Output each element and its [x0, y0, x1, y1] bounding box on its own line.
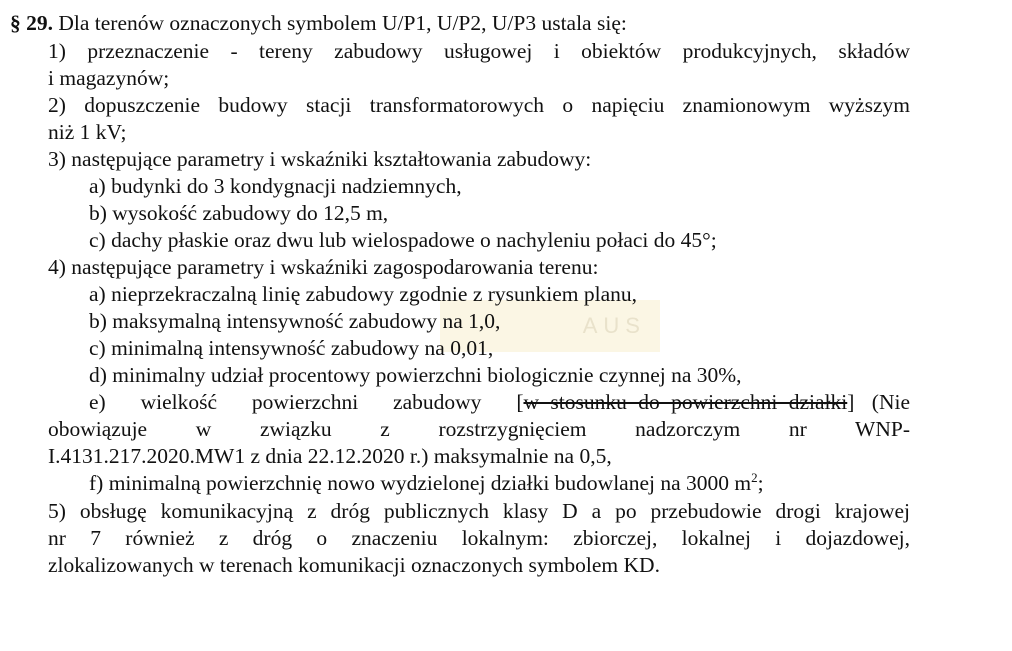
item-4e-prefix: e) wielkość powierzchni zabudowy [ [89, 390, 524, 414]
item-4e-line-2: obowiązuje w związku z rozstrzygnięciem nadzorczym nr WNP- [48, 417, 910, 441]
item-4e-line-1 [89, 389, 910, 416]
item-4f-superscript: 2 [751, 469, 758, 485]
item-4b: b) maksymalną intensywność zabudowy na 1,0, [89, 309, 501, 333]
item-3b: b) wysokość zabudowy do 12,5 m, [89, 201, 389, 225]
item-3: 3) następujące parametry i wskaźniki kształtowania zabudowy: [48, 147, 592, 171]
item-3a: a) budynki do 3 kondygnacji nadziemnych, [89, 174, 462, 198]
item-4d: d) minimalny udział procentowy powierzchni biologicznie czynnej na 30%, [89, 363, 742, 387]
item-2-line-1: 2) dopuszczenie budowy stacji transformatorowych o napięciu znamionowym wyższym [48, 93, 910, 117]
item-4f-end: ; [757, 471, 764, 495]
item-4f [89, 470, 764, 497]
item-3c: c) dachy płaskie oraz dwu lub wielospadowe o nachyleniu połaci do 45°; [89, 228, 717, 252]
item-5-line-3: zlokalizowanych w terenach komunikacji oznaczonych symbolem KD. [48, 553, 660, 577]
item-4e-struck-text: w stosunku do powierzchni działki [523, 390, 848, 414]
section-number: § 29. [10, 11, 53, 35]
item-2-line-2: niż 1 kV; [48, 120, 127, 144]
item-4e-line-3: I.4131.217.2020.MW1 z dnia 22.12.2020 r.) maksymalnie na 0,5, [48, 444, 612, 468]
item-1-line-1: 1) przeznaczenie - tereny zabudowy usługowej i obiektów produkcyjnych, składów [48, 39, 910, 63]
section-heading [10, 10, 627, 37]
item-4: 4) następujące parametry i wskaźniki zagospodarowania terenu: [48, 255, 599, 279]
watermark-text: AUS [582, 313, 646, 338]
item-1-line-2: i magazynów; [48, 66, 170, 90]
section-intro: Dla terenów oznaczonych symbolem U/P1, U/P2, U/P3 ustala się: [53, 11, 627, 35]
item-4e-suffix: ] (Nie [847, 390, 910, 414]
item-5-line-1: 5) obsługę komunikacyjną z dróg publicznych klasy D a po przebudowie drogi krajowej [48, 499, 910, 523]
item-5-line-2: nr 7 również z dróg o znaczeniu lokalnym: zbiorczej, lokalnej i dojazdowej, [48, 526, 910, 550]
item-4f-text: f) minimalną powierzchnię nowo wydzielonej działki budowlanej na 3000 m [89, 471, 752, 495]
item-4c: c) minimalną intensywność zabudowy na 0,01, [89, 336, 494, 360]
item-4a: a) nieprzekraczalną linię zabudowy zgodnie z rysunkiem planu, [89, 282, 638, 306]
